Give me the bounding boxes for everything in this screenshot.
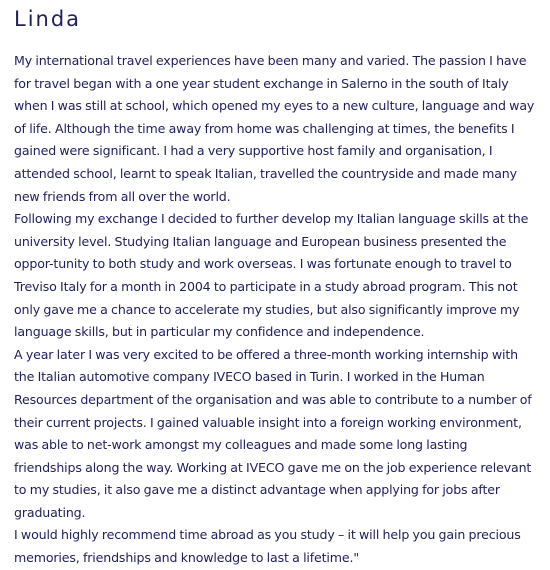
testimonial <box>14 6 538 570</box>
page-title: Linda <box>14 7 82 31</box>
paragraph-recommendation: I would highly recommend time abroad as you study – it will help you gain precious memories, friendships and knowledge to last a lifetime." <box>14 527 521 566</box>
paragraph-internship: A year later I was very excited to be offered a three-month working internship with the Italian automotive company IVECO based in Turin. I worked in the Human Resources department of the organisation and was able to contribute to a number of their current projects. I gained valuable insight into a foreign working environment, was able to net-work amongst my colleagues and made some long lasting friendships along the way. Working at IVECO gave me on the job experience relevant to my studies, it also gave me a distinct advantage when applying for jobs after graduating. <box>14 346 532 520</box>
paragraph-student-exchange: My international travel experiences have been many and varied. The passion I have for travel began with a one year student exchange in Salerno in the south of Italy when I was still at school, which opened my eyes to a new culture, language and way of life. Although the time away from home was challenging at times, the benefits I gained were significant. I had a very supportive host family and organisation, I attended school, learnt to speak Italian, travelled the countryside and made many new friends from all over the world. <box>14 53 535 204</box>
paragraph-university-study: Following my exchange I decided to further develop my Italian language skills at the university level. Studying Italian language and European business presented the oppor-tunity to both study and work overseas. I was fortunate enough to travel to Treviso Italy for a month in 2004 to participate in a study abroad program. This not only gave me a chance to accelerate my studies, but also significantly improve my language skills, but in particular my confidence and independence. <box>14 211 529 340</box>
